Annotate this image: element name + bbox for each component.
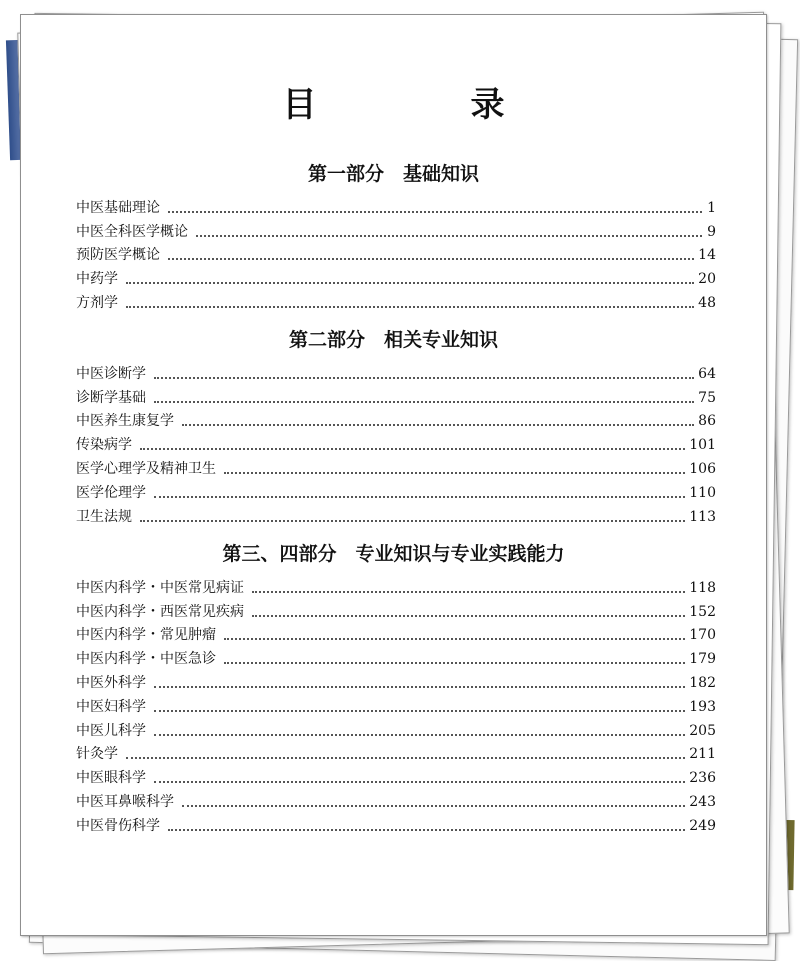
- toc-entry: [76, 668, 716, 692]
- dot-leader: [126, 306, 694, 308]
- dot-leader: [182, 424, 694, 426]
- toc-entry-title: 中药学: [76, 271, 118, 288]
- toc-entry: [76, 787, 716, 811]
- toc-entry: [76, 597, 716, 621]
- toc-entry-title: 中医全科医学概论: [76, 223, 188, 240]
- toc-entry: [76, 193, 716, 217]
- toc-entry-title: 中医眼科学: [76, 770, 146, 787]
- toc-entry-title: 中医基础理论: [76, 199, 160, 216]
- toc-entry-page-number: 20: [698, 271, 716, 288]
- dot-leader: [168, 258, 694, 260]
- toc-entry-page-number: 249: [689, 817, 716, 834]
- toc-entry: [76, 288, 716, 312]
- toc-entry-page-number: 113: [689, 508, 716, 525]
- dot-leader: [154, 710, 685, 712]
- toc-entry-title: 方剂学: [76, 294, 118, 311]
- toc-entry-page-number: 1: [707, 199, 716, 216]
- dot-leader: [154, 496, 685, 498]
- dot-leader: [168, 211, 702, 213]
- toc-entry-page-number: 182: [689, 674, 716, 691]
- section-heading-part1: 第一部分 基础知识: [307, 163, 479, 185]
- toc-entry: [76, 407, 716, 431]
- toc-entry-title: 中医内科学・西医常见疾病: [76, 603, 244, 620]
- section-part2-entries: [76, 359, 716, 526]
- toc-entry: [76, 217, 716, 241]
- toc-entry-title: 中医内科学・中医急诊: [76, 651, 216, 668]
- toc-entry-page-number: 211: [689, 746, 716, 763]
- toc-entry-title: 中医内科学・常见肿瘤: [76, 627, 216, 644]
- toc-entry-page-number: 86: [698, 413, 716, 430]
- toc-entry: [76, 478, 716, 502]
- toc-entry-title: 中医骨伤科学: [76, 817, 160, 834]
- toc-entry: [76, 241, 716, 265]
- toc-entry: [76, 502, 716, 526]
- toc-entry-page-number: 64: [698, 365, 716, 382]
- dot-leader: [154, 686, 685, 688]
- toc-entry: [76, 383, 716, 407]
- toc-entry-title: 预防医学概论: [76, 247, 160, 264]
- toc-entry-page-number: 101: [689, 437, 716, 454]
- dot-leader: [126, 282, 694, 284]
- toc-entry-title: 针灸学: [76, 746, 118, 763]
- toc-entry-page-number: 236: [689, 770, 716, 787]
- toc-entry: [76, 430, 716, 454]
- toc-entry-title: 中医内科学・中医常见病证: [76, 579, 244, 596]
- dot-leader: [224, 638, 685, 640]
- toc-entry-page-number: 110: [689, 484, 716, 501]
- toc-entry-title: 中医儿科学: [76, 722, 146, 739]
- dot-leader: [140, 520, 685, 522]
- toc-entry-page-number: 48: [698, 294, 716, 311]
- toc-entry-page-number: 205: [689, 722, 716, 739]
- toc-entry-page-number: 75: [698, 389, 716, 406]
- toc-entry: [76, 454, 716, 478]
- toc-entry-title: 卫生法规: [76, 508, 132, 525]
- section-heading-part2: 第二部分 相关专业知识: [288, 329, 498, 351]
- contents-page: [20, 14, 767, 936]
- dot-leader: [126, 757, 685, 759]
- toc-entry: [76, 716, 716, 740]
- section-part3-4-entries: [76, 573, 716, 835]
- page-title: 目 录: [282, 85, 565, 125]
- toc-entry-title: 中医妇科学: [76, 698, 146, 715]
- toc-entry-title: 中医养生康复学: [76, 413, 174, 430]
- dot-leader: [140, 448, 685, 450]
- toc-entry-title: 中医耳鼻喉科学: [76, 793, 174, 810]
- toc-entry-page-number: 118: [689, 579, 716, 596]
- dot-leader: [154, 734, 685, 736]
- dot-leader: [182, 805, 685, 807]
- toc-entry-page-number: 152: [689, 603, 716, 620]
- section-heading-part3-4: 第三、四部分 专业知识与专业实践能力: [222, 543, 565, 565]
- toc-entry: [76, 644, 716, 668]
- toc-entry: [76, 811, 716, 835]
- dot-leader: [196, 235, 702, 237]
- toc-entry-title: 传染病学: [76, 437, 132, 454]
- dot-leader: [154, 377, 694, 379]
- toc-entry-page-number: 179: [689, 651, 716, 668]
- toc-entry-page-number: 106: [689, 460, 716, 477]
- toc-entry: [76, 573, 716, 597]
- toc-entry-title: 中医外科学: [76, 674, 146, 691]
- dot-leader: [154, 781, 685, 783]
- toc-entry-title: 医学心理学及精神卫生: [76, 460, 216, 477]
- toc-entry: [76, 264, 716, 288]
- dot-leader: [224, 472, 685, 474]
- toc-entry-page-number: 243: [689, 793, 716, 810]
- toc-entry-title: 诊断学基础: [76, 389, 146, 406]
- toc-entry: [76, 692, 716, 716]
- dot-leader: [154, 401, 694, 403]
- toc-entry-page-number: 9: [707, 223, 716, 240]
- dot-leader: [252, 615, 685, 617]
- toc-entry: [76, 740, 716, 764]
- toc-entry-title: 中医诊断学: [76, 365, 146, 382]
- dot-leader: [252, 591, 685, 593]
- toc-entry: [76, 621, 716, 645]
- dot-leader: [168, 829, 685, 831]
- toc-entry-title: 医学伦理学: [76, 484, 146, 501]
- toc-entry: [76, 359, 716, 383]
- toc-entry-page-number: 193: [689, 698, 716, 715]
- toc-entry: [76, 763, 716, 787]
- toc-entry-page-number: 14: [698, 247, 716, 264]
- dot-leader: [224, 662, 685, 664]
- section-part1-entries: [76, 193, 716, 312]
- toc-entry-page-number: 170: [689, 627, 716, 644]
